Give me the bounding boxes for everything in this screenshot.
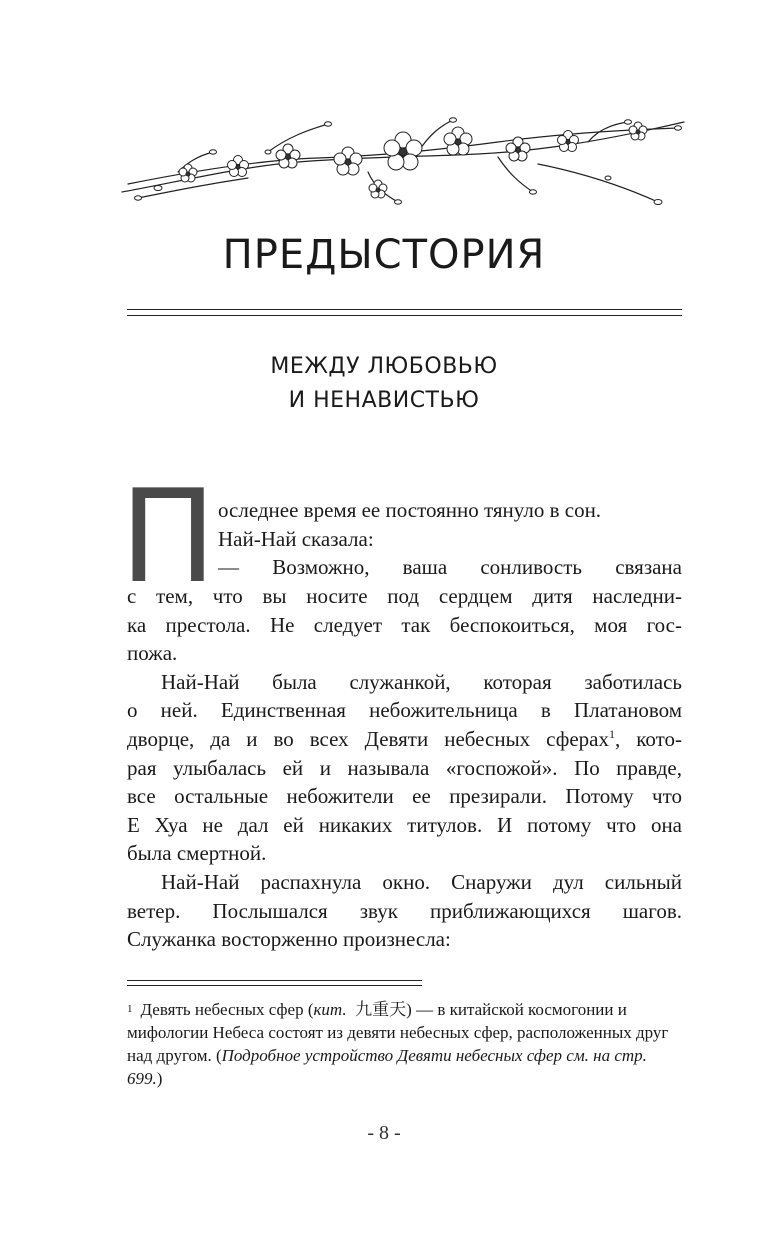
footnote-lead: Девять небесных сфер ( <box>140 1000 314 1019</box>
footnote-mid: ) — в китайской космогонии и мифологии Небеса состоят из девяти небесных сфер, расположенных друг над другом. ( <box>127 1000 669 1065</box>
footnote-kit: кит. <box>313 1000 347 1019</box>
subtitle-line-1: МЕЖДУ ЛЮБОВЬЮ <box>270 354 498 379</box>
footnote-tail: ) <box>156 1069 163 1088</box>
footnote-chinese: 九重天 <box>355 1000 407 1019</box>
text-line: оследнее время ее постоянно тянуло в сон. <box>218 498 602 522</box>
text-line: Служанка восторженно произнесла: <box>127 927 451 952</box>
text-line: ка престола. Не следует так беспокоиться, моя гос- <box>127 612 682 637</box>
text-segment: , кото- <box>615 726 682 751</box>
footnote-separator <box>127 980 422 986</box>
text-line <box>127 725 682 754</box>
footnote-italic: Подробное устройство Девяти небесных сфер см. на стр. 699. <box>127 1046 647 1088</box>
text-line: — Возможно, ваша сонливость связана <box>218 555 682 580</box>
text-line: о ней. Единственная небожительница в Платановом <box>127 698 682 723</box>
page-number: - 8 - <box>367 1122 401 1144</box>
text-line: Най-Най сказала: <box>218 526 374 551</box>
text-line: рая улыбалась ей и называла «госпожой». По правде, <box>127 755 682 780</box>
footnote-ref[interactable]: 1 <box>609 726 615 741</box>
cherry-blossom-branch-icon <box>118 112 688 212</box>
chapter-subtitle <box>0 350 768 418</box>
text-line: пожа. <box>127 641 178 666</box>
text-line: Е Хуа не дал ей никаких титулов. И потому что она <box>127 812 682 837</box>
text-line: с тем, что вы носите под сердцем дитя наследни- <box>127 584 682 608</box>
footnote <box>127 998 683 1090</box>
chapter-title: ПРЕДЫСТОРИЯ <box>222 232 546 278</box>
text-segment: дворце, да и во всех Девяти небесных сферах <box>127 726 609 751</box>
body-paragraph-1 <box>218 496 682 582</box>
text-line: Най-Най распахнула окно. Снаружи дул сильный <box>161 869 682 894</box>
text-line: Най-Най была служанкой, которая заботилась <box>161 669 682 694</box>
text-line: ветер. Послышался звук приближающихся шагов. <box>127 898 682 923</box>
title-double-rule <box>127 309 682 316</box>
subtitle-line-2: И НЕНАВИСТЬЮ <box>288 388 480 413</box>
text-line: все остальные небожители ее презирали. Потому что <box>127 784 682 809</box>
drop-cap: П <box>120 463 217 612</box>
body-paragraph-2 <box>127 582 682 954</box>
text-line: была смертной. <box>127 841 267 866</box>
footnote-number: 1 <box>127 1003 133 1015</box>
